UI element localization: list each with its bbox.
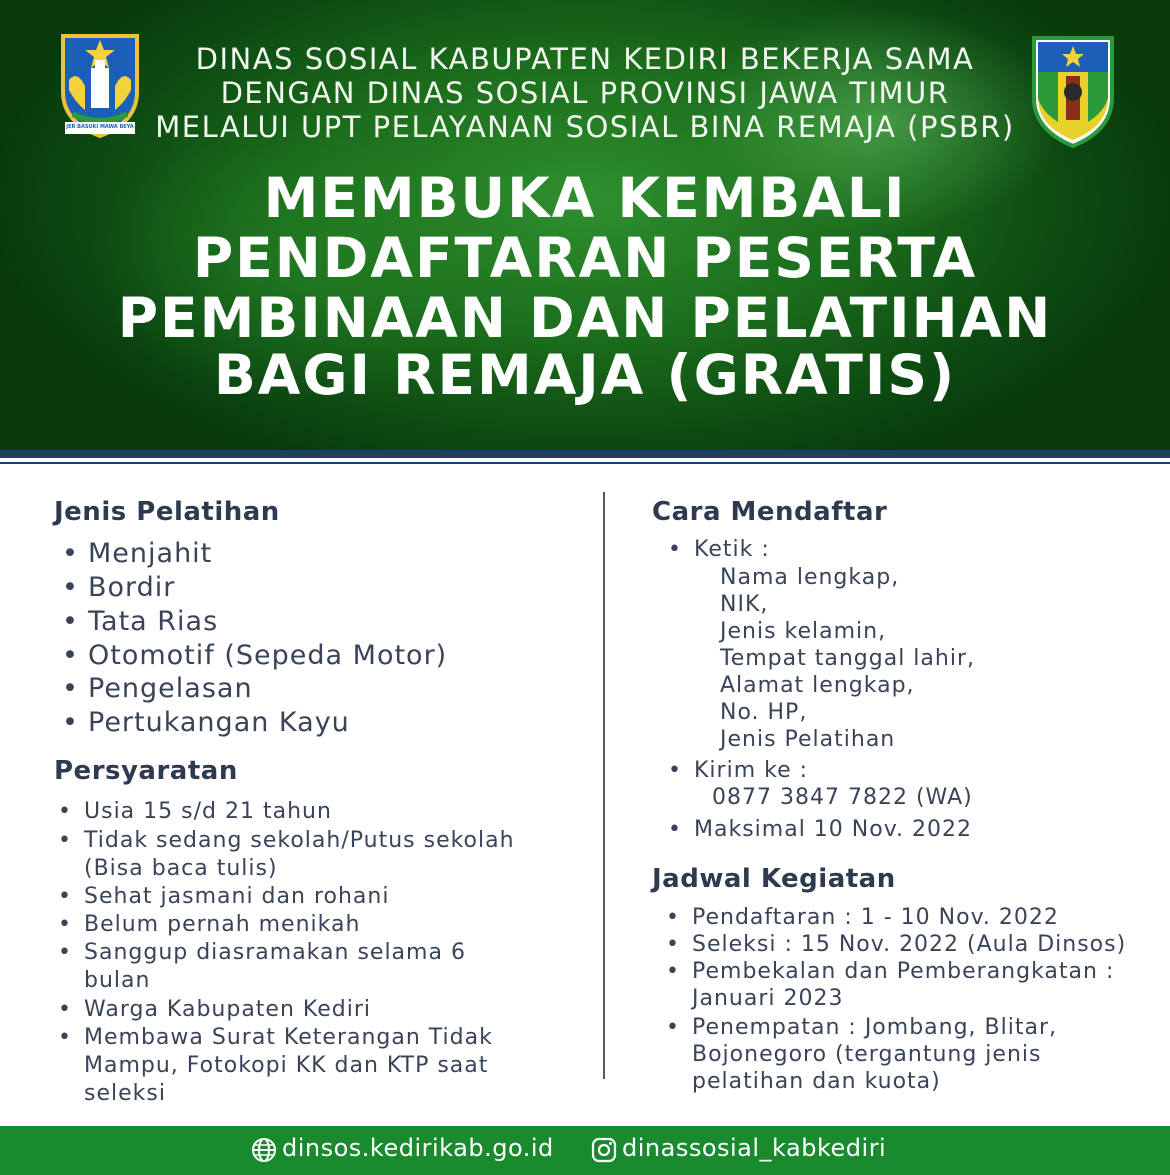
list-item: • Menjahit — [62, 538, 213, 569]
emblem-motto: JER BASUKI MAWA BEYA — [66, 124, 134, 130]
list-item: • Usia 15 s/d 21 tahun — [58, 799, 332, 824]
list-item: • Sehat jasmani dan rohani — [58, 884, 390, 909]
cara-mendaftar-heading: Cara Mendaftar — [652, 497, 888, 527]
list-item: • Pendaftaran : 1 - 10 Nov. 2022 — [666, 905, 1059, 930]
org-line-3: MELALUI UPT PELAYANAN SOSIAL BINA REMAJA (PSBR) — [155, 110, 1015, 144]
globe-icon — [250, 1136, 278, 1164]
list-item: • Tidak sedang sekolah/Putus sekolah — [58, 828, 515, 853]
jawa-timur-emblem-icon — [55, 30, 145, 130]
persyaratan-heading: Persyaratan — [54, 756, 238, 786]
org-line-2: DENGAN DINAS SOSIAL PROVINSI JAWA TIMUR — [220, 76, 950, 110]
list-item-continuation: (Bisa baca tulis) — [84, 856, 278, 881]
footer-bar — [0, 1126, 1170, 1175]
list-item: • Pertukangan Kayu — [62, 707, 350, 738]
list-item: • Belum pernah menikah — [58, 912, 361, 937]
list-item-continuation: pelatihan dan kuota) — [692, 1069, 941, 1094]
list-item: • Seleksi : 15 Nov. 2022 (Aula Dinsos) — [666, 932, 1127, 957]
list-item-continuation: bulan — [84, 968, 151, 993]
list-item: • Pengelasan — [62, 673, 253, 704]
title-line-2: PENDAFTARAN PESERTA — [192, 226, 978, 290]
form-field-name: Jenis Pelatihan — [720, 727, 896, 752]
list-item: • Otomotif (Sepeda Motor) — [62, 640, 448, 671]
list-item: • Membawa Surat Keterangan Tidak — [58, 1025, 493, 1050]
list-item-continuation: Januari 2023 — [692, 986, 844, 1011]
jadwal-kegiatan-heading: Jadwal Kegiatan — [652, 864, 896, 894]
form-field-name: Tempat tanggal lahir, — [720, 646, 975, 671]
title-line-1: MEMBUKA KEMBALI — [263, 166, 907, 230]
list-item: • Bordir — [62, 572, 176, 603]
form-field-name: Nama lengkap, — [720, 565, 900, 590]
column-divider — [603, 492, 605, 1079]
kediri-emblem-icon — [1028, 32, 1118, 132]
list-item: • Sanggup diasramakan selama 6 — [58, 940, 466, 965]
instagram-icon — [590, 1136, 618, 1164]
title-line-4: BAGI REMAJA (GRATIS) — [213, 343, 957, 407]
list-item-continuation: Mampu, Fotokopi KK dan KTP saat — [84, 1053, 489, 1078]
jenis-pelatihan-heading: Jenis Pelatihan — [54, 497, 280, 527]
whatsapp-number: 0877 3847 7822 (WA) — [712, 785, 973, 810]
list-item: • Warga Kabupaten Kediri — [58, 997, 371, 1022]
website-link[interactable]: dinsos.kedirikab.go.id — [282, 1134, 554, 1162]
list-item: • Ketik : — [668, 537, 770, 562]
org-line-1: DINAS SOSIAL KABUPATEN KEDIRI BEKERJA SAMA — [195, 42, 975, 76]
header-divider-strip — [0, 450, 1170, 458]
form-field-name: No. HP, — [720, 700, 808, 725]
form-field-name: Jenis kelamin, — [720, 619, 887, 644]
list-item: • Tata Rias — [62, 606, 219, 637]
list-item-continuation: seleksi — [84, 1081, 166, 1106]
form-field-name: Alamat lengkap, — [720, 673, 915, 698]
instagram-handle-link[interactable]: dinassosial_kabkediri — [622, 1134, 887, 1162]
header-banner — [0, 0, 1170, 450]
list-item: • Pembekalan dan Pemberangkatan : — [666, 959, 1115, 984]
form-field-name: NIK, — [720, 592, 769, 617]
header-divider-line — [0, 462, 1170, 464]
list-item-continuation: Bojonegoro (tergantung jenis — [692, 1042, 1042, 1067]
title-line-3: PEMBINAAN DAN PELATIHAN — [117, 286, 1053, 350]
list-item: • Penempatan : Jombang, Blitar, — [666, 1015, 1058, 1040]
list-item: • Kirim ke : — [668, 758, 809, 783]
list-item: • Maksimal 10 Nov. 2022 — [668, 817, 972, 842]
